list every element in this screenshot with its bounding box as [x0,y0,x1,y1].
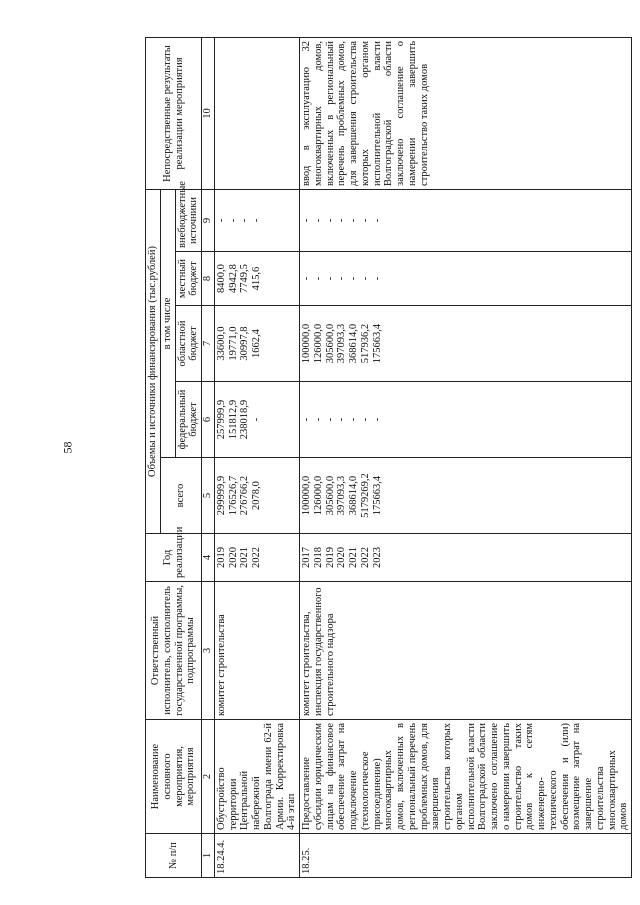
regional-value: 126000,0 [312,323,324,364]
header-total: всего [160,458,201,534]
table-body [214,37,631,877]
header-local: местный бюджет [175,252,202,306]
column-number: 7 [202,306,215,382]
column-number: 2 [202,720,215,834]
year-value: 2021 [239,547,251,568]
header-extra: внебюджетные источники [175,189,202,251]
cell-results: ввод в эксплуатацию 32 многоквартирных домов, включенных в региональный перечень проблемных домов, для завершения строительства которых органом исполнительной власти Волгоградской области заключено соглашение о намерении завершить строительство таких домов [300,37,632,189]
regional-value: 175663,4 [371,323,383,364]
regional-value: 397093,3 [336,323,348,364]
year-value: 2017 [301,547,312,568]
year-value: 2020 [227,547,239,568]
table-row [214,37,299,877]
extra-value: - [251,218,262,223]
federal-value: 257999,9 [215,399,227,440]
cell-total [300,458,632,534]
cell-regional [300,306,632,382]
extra-value: - [336,218,348,223]
regional-value: 33600,0 [215,326,227,361]
local-value: - [301,276,312,281]
year-value: 2023 [371,547,383,568]
column-number: 3 [202,582,215,720]
year-value: 2020 [336,547,348,568]
extra-value: - [215,218,227,223]
column-number: 4 [202,534,215,582]
cell-extra [214,189,299,251]
cell-regional [214,306,299,382]
cell-local [300,252,632,306]
page-number: 58 [60,441,75,454]
column-number: 5 [202,458,215,534]
year-value: 2021 [348,547,359,568]
cell-name: Предоставление субсидии юридическим лицам на финансовое обеспечение затрат на подключение (технологическое присоединение) многоквартирных домов, включенных в региональный перечень проблемных домов, для завершения строительства которых органом исполнительной власти Волгоградской области заключено соглашение о намерении завершить строительство таких домов к сетям инженерно-технического обеспечения и (или) возмещение затрат на завершение строительства многоквартирных домов [300,720,632,834]
federal-value: 151812,9 [227,399,239,440]
total-value: 2078,0 [251,481,262,510]
federal-value: - [312,417,324,422]
header-name: Наименование основного мероприятия, мероприятия [146,720,202,834]
regional-value: 30997,8 [239,326,251,361]
federal-value: - [336,417,348,422]
total-value: 175663,4 [371,475,383,516]
extra-value: - [348,218,359,223]
cell-federal [300,382,632,458]
cell-name: Обустройство территории Центральной набережной Волгограда имени 62-й Армии. Корректировка 4-й этап [214,720,299,834]
year-value: 2022 [251,547,262,568]
total-value: 397093,3 [336,475,348,516]
regional-value: 368614,0 [348,323,359,364]
local-value: 415,6 [251,266,262,291]
cell-num: 18.25. [300,834,632,878]
total-value: 100000,0 [301,475,312,516]
local-value: - [336,276,348,281]
local-value: 8400,0 [215,264,227,293]
cell-executor: комитет строительства [214,582,299,720]
total-value: 126000,0 [312,475,324,516]
extra-value: - [324,218,336,223]
local-value: - [371,276,383,281]
regional-value: 1662,4 [251,329,262,358]
cell-num: 18.24.4. [214,834,299,878]
year-value: 2018 [312,547,324,568]
total-value: 176526,7 [227,475,239,516]
table-container [145,38,630,878]
local-value: - [348,276,359,281]
extra-value: - [301,218,312,223]
extra-value: - [239,218,251,223]
header-federal: федеральный бюджет [175,382,202,458]
total-value: 305600,0 [324,475,336,516]
header-num: № п/п [146,834,202,878]
cell-years [214,534,299,582]
total-value: 5179269,2 [359,473,371,518]
cell-years [300,534,632,582]
local-value: - [324,276,336,281]
header-executor: Ответственный исполнитель, соисполнитель государственной программы, подпрограммы [146,582,202,720]
column-number: 8 [202,252,215,306]
total-value: 276766,2 [239,475,251,516]
federal-value: - [359,417,371,422]
regional-value: 305600,0 [324,323,336,364]
header-including: в том числе [160,189,175,457]
column-number: 9 [202,189,215,251]
cell-total [214,458,299,534]
local-value: - [359,276,371,281]
header-year: Год реализации [146,534,202,582]
federal-value: - [324,417,336,422]
extra-value: - [227,218,239,223]
header-results: Непосредственные результаты реализации мероприятия [146,37,202,189]
year-value: 2019 [215,547,227,568]
federal-value: - [348,417,359,422]
regional-value: 19771,0 [227,326,239,361]
funding-table [145,37,632,878]
column-number: 10 [202,37,215,189]
column-number: 1 [202,834,215,878]
federal-value: - [251,417,262,422]
rotated-page [145,38,630,878]
local-value: 4942,8 [227,264,239,293]
federal-value: - [371,417,383,422]
regional-value: 517936,2 [359,323,371,364]
column-number: 6 [202,382,215,458]
total-value: 299999,9 [215,475,227,516]
cell-federal [214,382,299,458]
federal-value: - [301,417,312,422]
federal-value: 238018,9 [239,399,251,440]
table-row [300,37,632,877]
cell-results [214,37,299,189]
regional-value: 100000,0 [301,323,312,364]
extra-value: - [371,218,383,223]
extra-value: - [359,218,371,223]
cell-executor: комитет строительства, инспекция государственного строительного надзора [300,582,632,720]
cell-extra [300,189,632,251]
column-number-row [202,37,215,877]
local-value: 7749,5 [239,264,251,293]
header-regional: областной бюджет [175,306,202,382]
header-funding: Объемы и источники финансирования (тыс.рублей) [146,189,161,533]
cell-local [214,252,299,306]
year-value: 2019 [324,547,336,568]
total-value: 368614,0 [348,475,359,516]
local-value: - [312,276,324,281]
extra-value: - [312,218,324,223]
year-value: 2022 [359,547,371,568]
